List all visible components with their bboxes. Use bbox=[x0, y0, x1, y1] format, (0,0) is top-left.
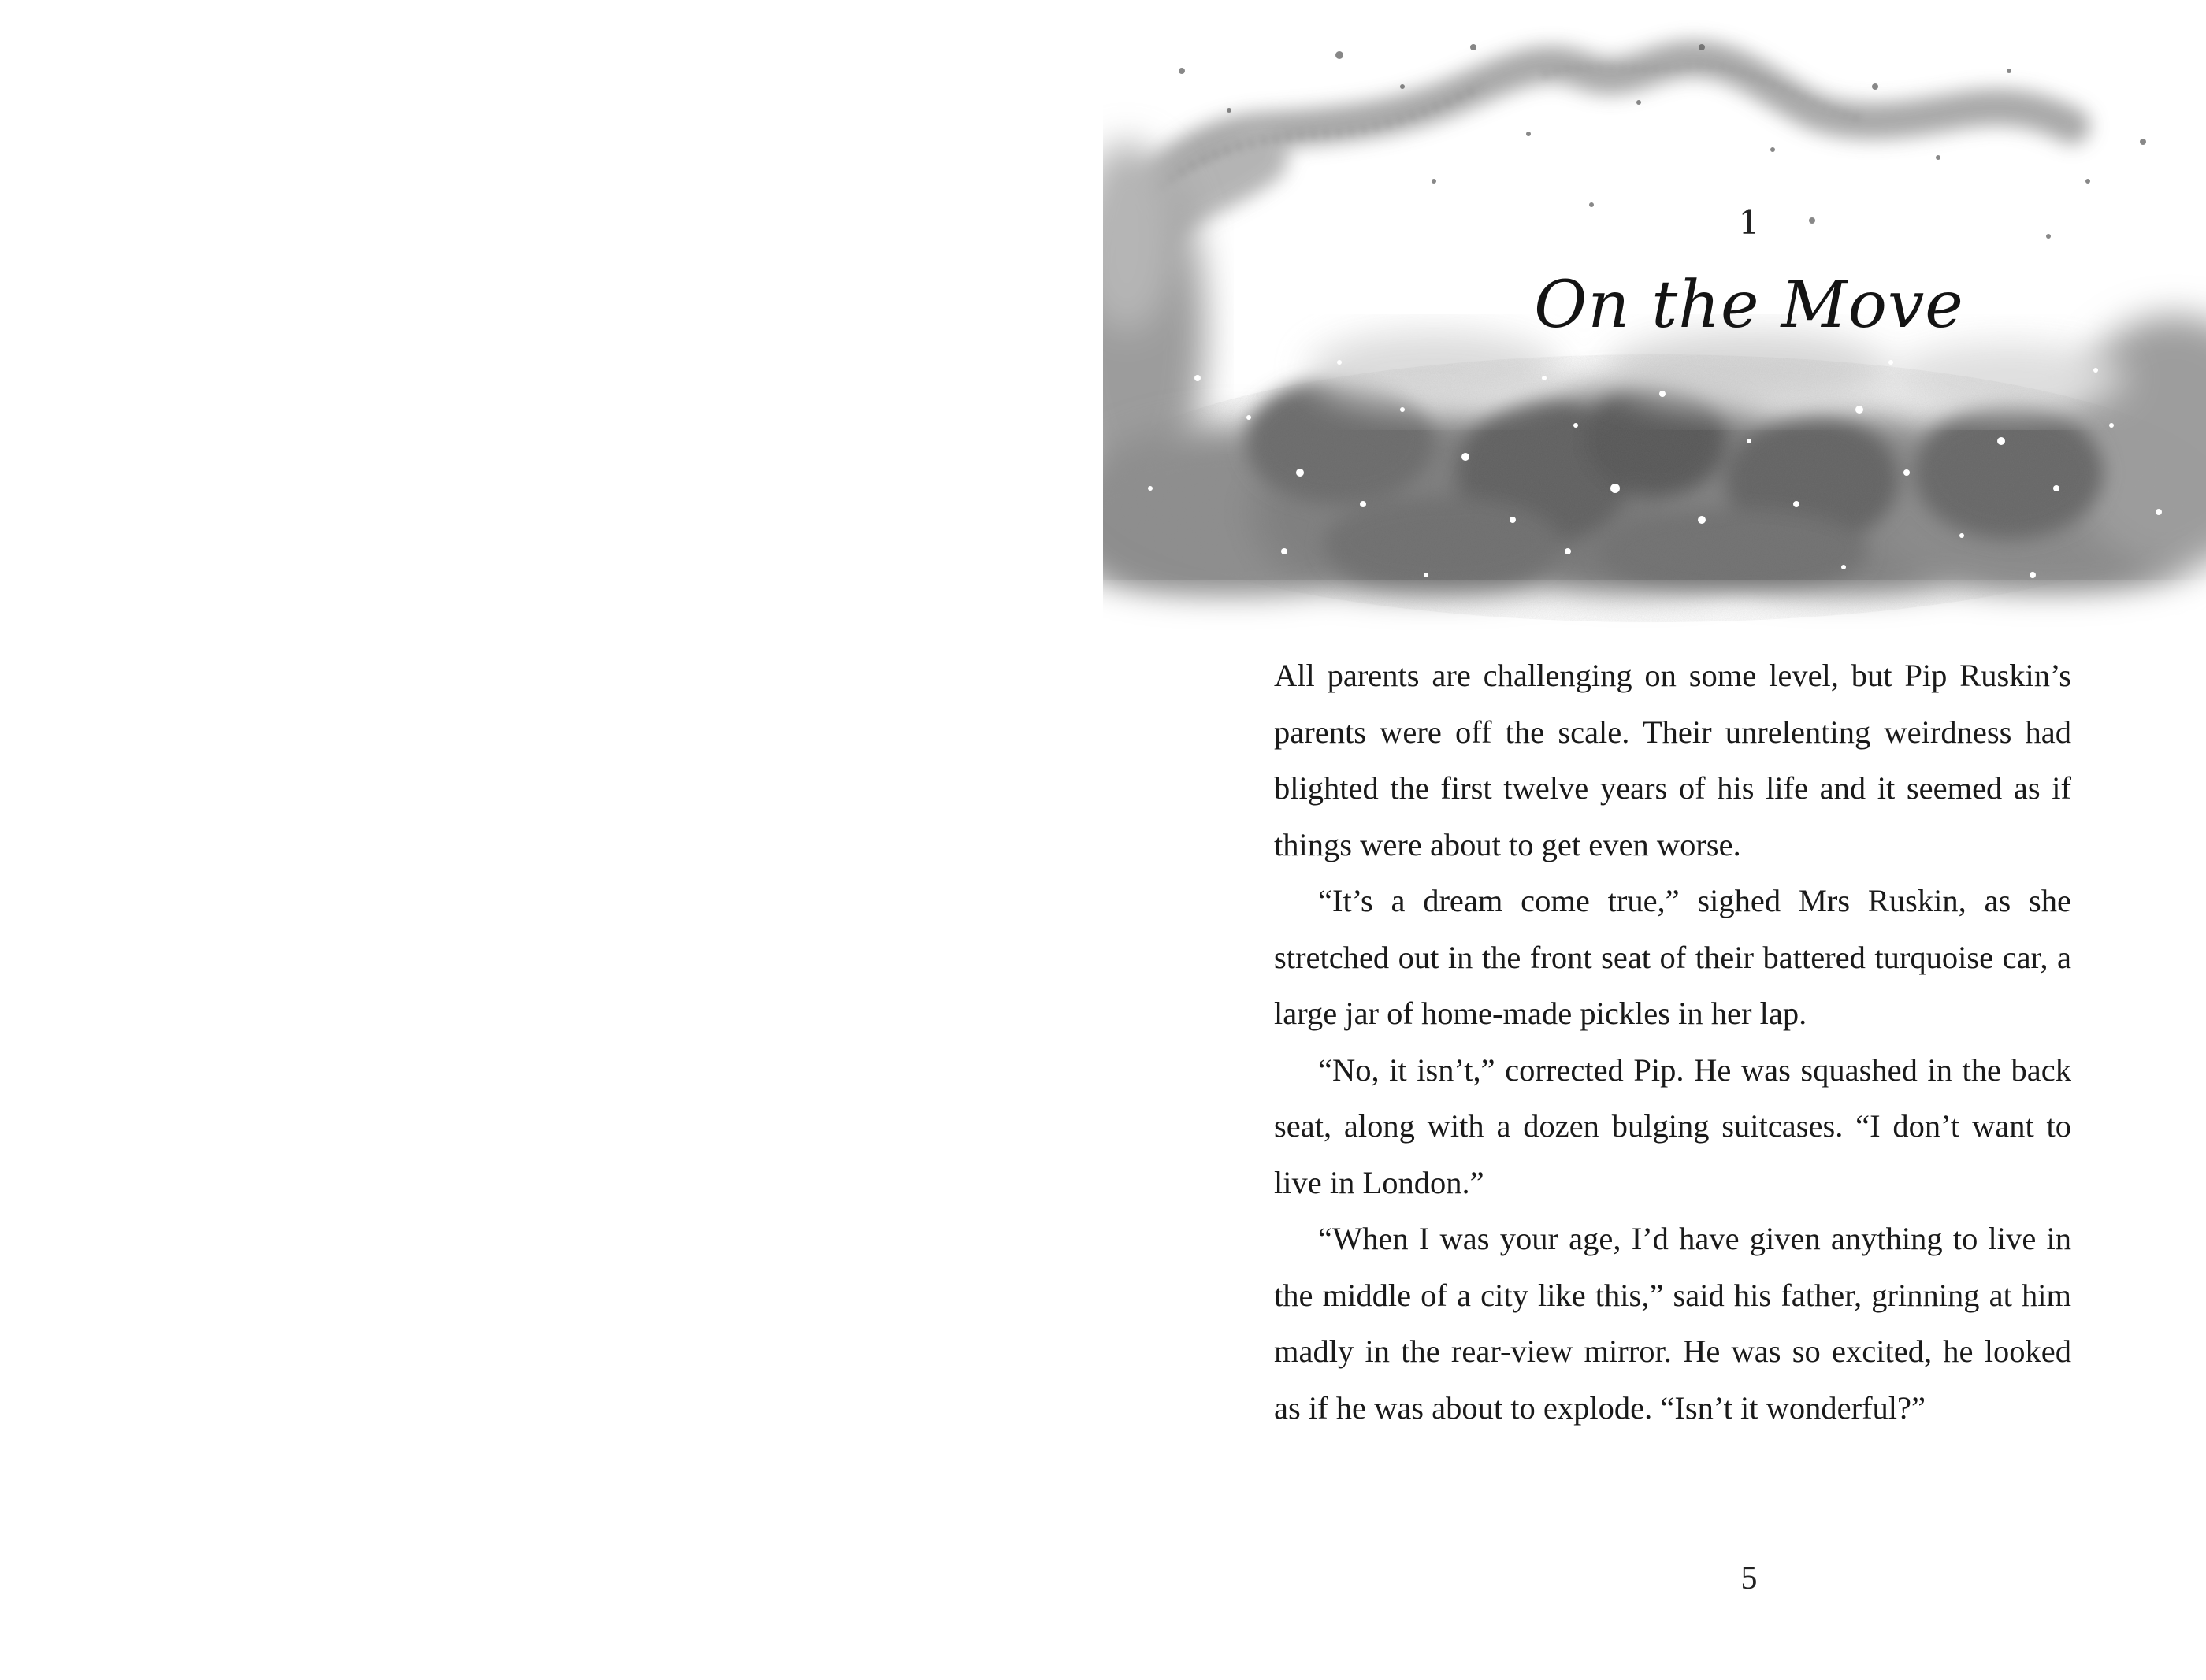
right-page bbox=[1103, 0, 2206, 1680]
chapter-title: On the Move bbox=[1534, 268, 1964, 343]
page-number: 5 bbox=[1740, 1560, 1758, 1597]
paragraph: All parents are challenging on some level, but Pip Ruskin’s parents were off the scale. Their unrelenting weirdness had blighted the first twelve years of his life and it seemed as if things were about to get even worse. bbox=[1274, 658, 2071, 862]
paragraph: “It’s a dream come true,” sighed Mrs Ruskin, as she stretched out in the front seat of their battered turquoise car, a large jar of home-made pickles in her lap. bbox=[1274, 883, 2071, 1031]
chapter-number bbox=[1670, 203, 1828, 242]
body-text bbox=[1274, 647, 2071, 1436]
paragraph: “No, it isn’t,” corrected Pip. He was squashed in the back seat, along with a dozen bulging suitcases. “I don’t want to live in London.” bbox=[1274, 1051, 2071, 1200]
paragraph: “When I was your age, I’d have given anything to live in the middle of a city like this,” said his father, grinning at him madly in the rear-view mirror. He was so excited, he looked as if he was about to explode. “Isn’t it wonderful?” bbox=[1274, 1221, 2071, 1426]
chapter-number-text: 1 bbox=[1738, 203, 1760, 242]
